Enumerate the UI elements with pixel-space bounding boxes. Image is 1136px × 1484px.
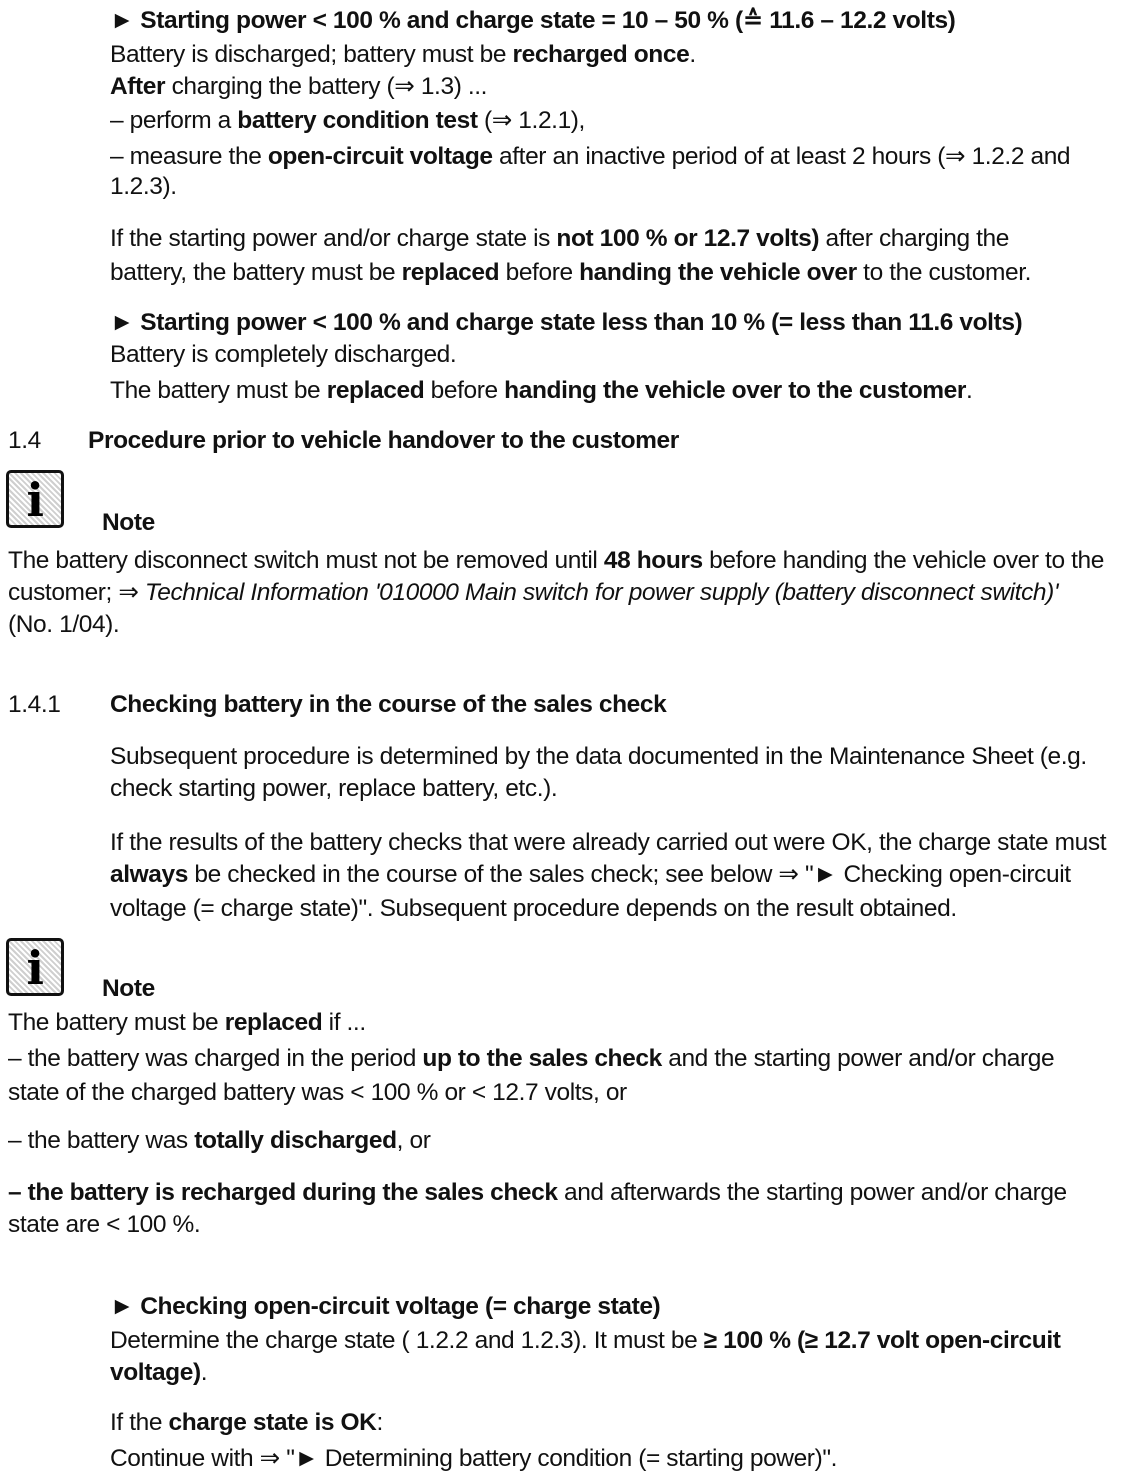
info-icon: i xyxy=(6,470,64,528)
text-line: Continue with ⇒ "► Determining battery condition (= starting power)". xyxy=(110,1445,838,1472)
text-line: state are < 100 %. xyxy=(8,1211,201,1238)
text-line: The battery must be replaced before handing the vehicle over to the customer. xyxy=(110,377,973,404)
text-line: customer; ⇒ Technical Information '010000 Main switch for power supply (battery disconnect switch)' xyxy=(8,579,1059,606)
text-line: Battery is discharged; battery must be recharged once. xyxy=(110,41,696,68)
text-line: check starting power, replace battery, etc.). xyxy=(110,775,558,802)
section-title: Checking battery in the course of the sales check xyxy=(110,691,667,718)
section-number: 1.4 xyxy=(8,427,41,454)
heading-charge-state-10-50: ► Starting power < 100 % and charge state = 10 – 50 % (≙ 11.6 – 12.2 volts) xyxy=(110,7,956,34)
text-line: battery, the battery must be replaced before handing the vehicle over to the customer. xyxy=(110,259,1032,286)
text-line: always be checked in the course of the sales check; see below ⇒ "► Checking open-circuit xyxy=(110,861,1071,888)
text-line: Battery is completely discharged. xyxy=(110,341,457,368)
text-line: voltage (= charge state)". Subsequent procedure depends on the result obtained. xyxy=(110,895,957,922)
note-label: Note xyxy=(102,509,155,536)
text-line: If the starting power and/or charge state is not 100 % or 12.7 volts) after charging the xyxy=(110,225,1009,252)
text-line: – the battery is recharged during the sales check and afterwards the starting power and/or charge xyxy=(8,1179,1067,1206)
text-line: – measure the open-circuit voltage after an inactive period of at least 2 hours (⇒ 1.2.2 and xyxy=(110,143,1071,170)
section-title: Procedure prior to vehicle handover to the customer xyxy=(88,427,679,454)
text-line: voltage). xyxy=(110,1359,208,1386)
text-line: The battery must be replaced if ... xyxy=(8,1009,366,1036)
text-line: – the battery was totally discharged, or xyxy=(8,1127,431,1154)
text-line: If the charge state is OK: xyxy=(110,1409,383,1436)
info-icon: i xyxy=(6,938,64,996)
section-number: 1.4.1 xyxy=(8,691,61,718)
text-line: After charging the battery (⇒ 1.3) ... xyxy=(110,73,488,100)
text-line: 1.2.3). xyxy=(110,173,177,200)
text-line: – the battery was charged in the period up to the sales check and the starting power and/or charge xyxy=(8,1045,1055,1072)
text-line: (No. 1/04). xyxy=(8,611,120,638)
note-label: Note xyxy=(102,975,155,1002)
text-line: – perform a battery condition test (⇒ 1.2.1), xyxy=(110,107,585,134)
text-line: If the results of the battery checks that were already carried out were OK, the charge state must xyxy=(110,829,1107,856)
heading-charge-state-below-10: ► Starting power < 100 % and charge state less than 10 % (= less than 11.6 volts) xyxy=(110,309,1023,336)
text-line: Determine the charge state ( 1.2.2 and 1.2.3). It must be ≥ 100 % (≥ 12.7 volt open-circuit xyxy=(110,1327,1061,1354)
heading-open-circuit-voltage: ► Checking open-circuit voltage (= charge state) xyxy=(110,1293,661,1320)
text-line: The battery disconnect switch must not be removed until 48 hours before handing the vehicle over to the xyxy=(8,547,1104,574)
text-line: state of the charged battery was < 100 % or < 12.7 volts, or xyxy=(8,1079,627,1106)
text-line: Subsequent procedure is determined by the data documented in the Maintenance Sheet (e.g. xyxy=(110,743,1087,770)
